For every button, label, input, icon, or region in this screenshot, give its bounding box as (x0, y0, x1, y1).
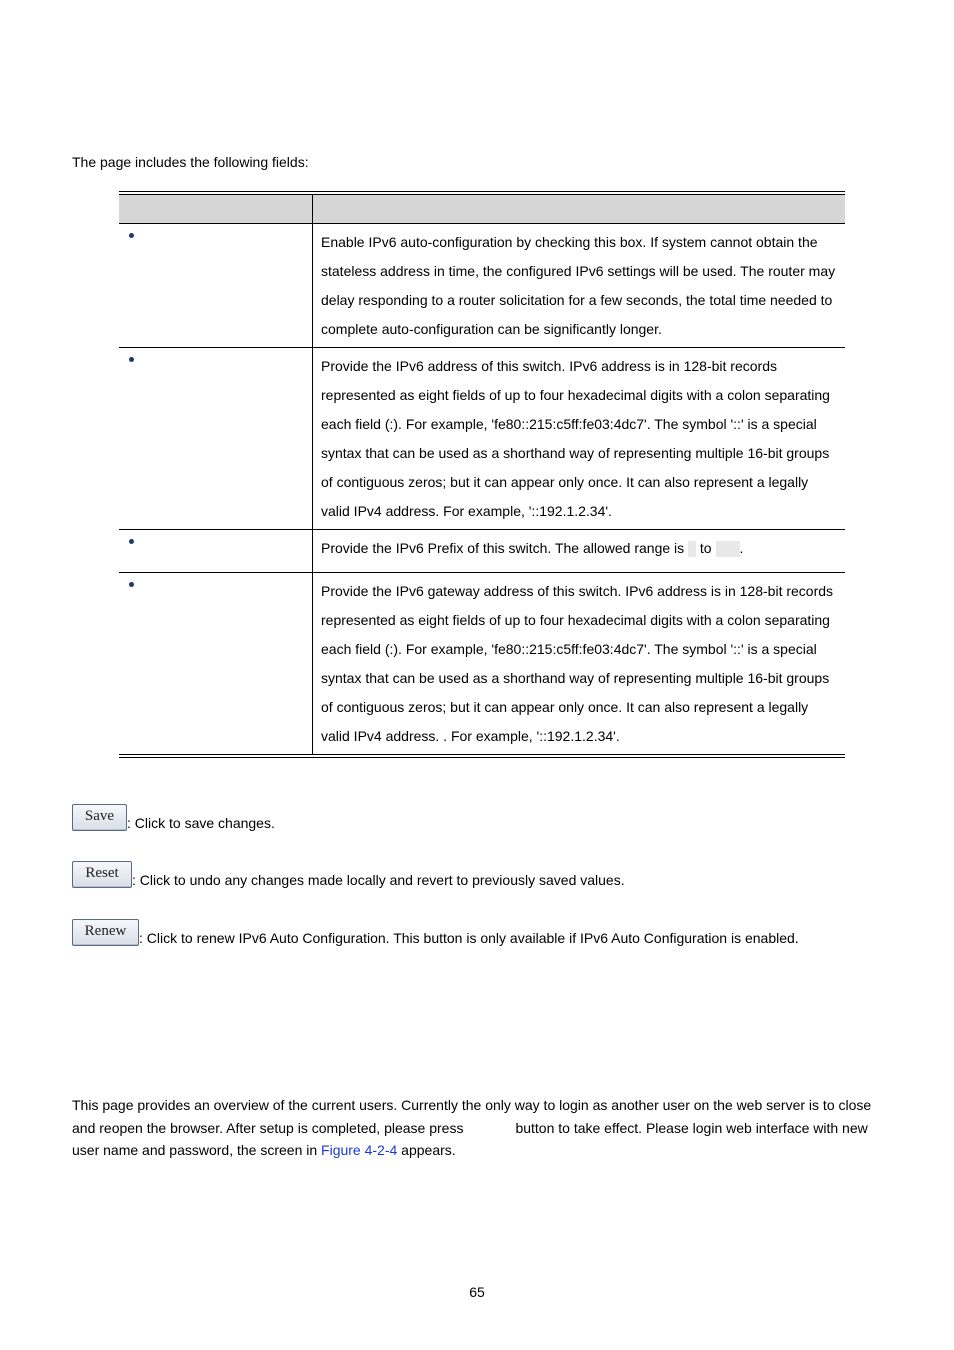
bullet-icon (129, 357, 134, 362)
table-row (119, 348, 845, 530)
range-min-highlight (688, 541, 696, 557)
object-cell (119, 224, 313, 348)
paragraph-part1: This page provides an overview of the current users. Currently the only way to login as another user on the web server is to close and reopen the browser. After setup is completed, please press (72, 1097, 872, 1136)
intro-text: The page includes the following fields: (72, 154, 309, 170)
bullet-icon (129, 582, 134, 587)
object-cell (119, 348, 313, 530)
paragraph-part3: appears. (397, 1142, 456, 1158)
table-header-row (119, 195, 845, 224)
reset-help-text: : Click to undo any changes made locally and revert to previously saved values. (132, 872, 625, 888)
description-cell: Provide the IPv6 address of this switch. IPv6 address is in 128-bit records represented as eight fields of up to four hexadecimal digits with a colon separating each field (:). For example, 'fe80::215:c5ff:fe03:4dc7'. The symbol '::' is a special syntax that can be used as a shorthand way of representing multiple 16-bit groups of contiguous zeros; but it can appear only once. It can also represent a legally valid IPv4 address. For example, '::192.1.2.34'. (313, 348, 846, 530)
renew-button[interactable]: Renew (72, 919, 139, 946)
figure-link[interactable]: Figure 4-2-4 (321, 1142, 398, 1158)
description-cell: Provide the IPv6 gateway address of this switch. IPv6 address is in 128-bit records represented as eight fields of up to four hexadecimal digits with a colon separating each field (:). For example, 'fe80::215:c5ff:fe03:4dc7'. The symbol '::' is a special syntax that can be used as a shorthand way of representing multiple 16-bit groups of contiguous zeros; but it can appear only once. It can also represent a legally valid IPv4 address. . For example, '::192.1.2.34'. (313, 573, 846, 755)
range-max-highlight (716, 541, 740, 557)
table-row (119, 573, 845, 755)
bullet-icon (129, 539, 134, 544)
save-help-row (72, 804, 275, 831)
description-cell: Enable IPv6 auto-configuration by checking this box. If system cannot obtain the stateless address in time, the configured IPv6 settings will be used. The router may delay responding to a router solicitation for a few seconds, the total time needed to complete auto-configuration can be significantly longer. (313, 224, 846, 348)
prefix-text-pre: Provide the IPv6 Prefix of this switch. The allowed range is (321, 540, 689, 556)
reset-button[interactable]: Reset (72, 861, 132, 888)
save-button[interactable]: Save (72, 804, 127, 831)
reset-help-row (72, 861, 625, 888)
paragraph-part2: button to take effect. Please login web interface with new user name and password, the screen in (72, 1119, 868, 1158)
header-object-cell (119, 195, 313, 224)
header-description-cell (313, 195, 846, 224)
renew-help-text: : Click to renew IPv6 Auto Configuration. This button is only available if IPv6 Auto Configuration is enabled. (139, 930, 799, 946)
fields-table (119, 191, 845, 758)
object-cell (119, 530, 313, 573)
page-number: 65 (469, 1284, 485, 1300)
prefix-text-mid: to (696, 540, 716, 556)
table-row (119, 224, 845, 348)
users-overview-paragraph (72, 1094, 882, 1162)
description-cell (313, 530, 846, 573)
table-bottom-rule (119, 754, 845, 758)
renew-help-row (72, 919, 799, 946)
bullet-icon (129, 233, 134, 238)
prefix-text-post: . (739, 540, 744, 556)
save-help-text: : Click to save changes. (127, 815, 275, 831)
table-row (119, 530, 845, 573)
object-cell (119, 573, 313, 755)
